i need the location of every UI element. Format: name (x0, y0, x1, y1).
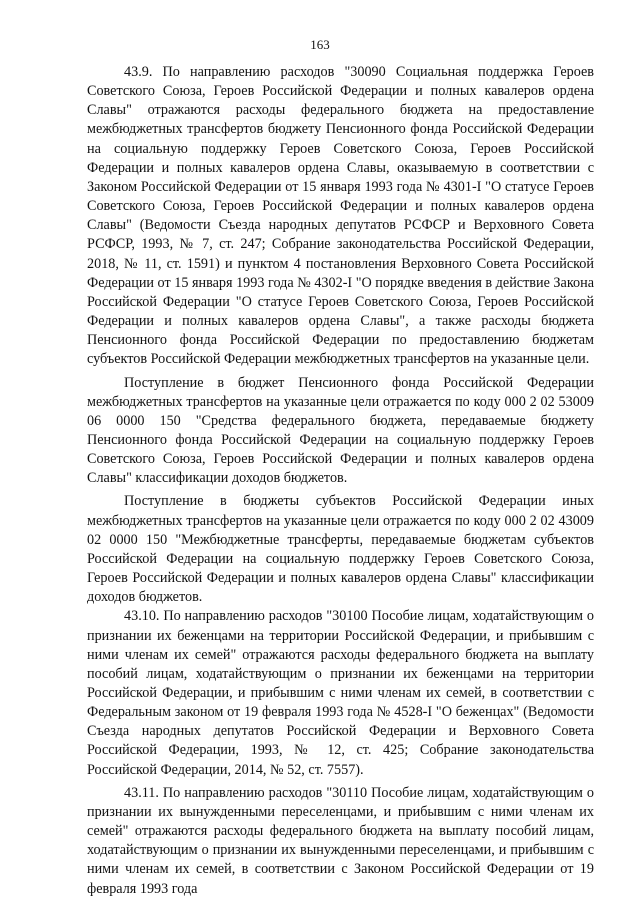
paragraph-43-9: 43.9. По направлению расходов "30090 Социальная поддержка Героев Советского Союза, Героев Российской Федерации и полных кавалеров ордена Славы" отражаются расходы федерального бюджета на предоставление межбюджетных трансфертов бюджету Пенсионного фонда Российской Федерации на социальную поддержку Героев Советского Союза, Героев Российской Федерации и полных кавалеров ордена Славы, оказываемую в соответствии с Законом Российской Федерации от 15 января 1993 года № 4301-I "О статусе Героев Советского Союза, Героев Российской Федерации и полных кавалеров ордена Славы" (Ведомости Съезда народных депутатов РСФСР и Верховного Совета РСФСР, 1993, № 7, ст. 247; Собрание законодательства Российской Федерации, 2018, № 11, ст. 1591) и пунктом 4 постановления Верховного Совета Российской Федерации от 15 января 1993 года № 4302-I "О порядке введения в действие Закона Российской Федерации "О статусе Героев Советского Союза, Героев Российской Федерации и полных кавалеров ордена Славы", а также расходы бюджета Пенсионного фонда Российской Федерации по предоставлению бюджетам субъектов Российской Федерации межбюджетных трансфертов на указанные цели. (87, 64, 594, 368)
paragraph-43-10: 43.10. По направлению расходов "30100 Пособие лицам, ходатайствующим о признании их беженцами на территории Российской Федерации, и прибывшим с ними членам их семей" отражаются расходы федерального бюджета на выплату пособий лицам, ходатайствующим о признании их беженцами на территории Российской Федерации, и прибывшим с ними членам их семей, в соответствии с Федеральным законом от 19 февраля 1993 года № 4528-I "О беженцах" (Ведомости Съезда народных депутатов Российской Федерации и Верховного Совета Российской Федерации, 1993, № 12, ст. 425; Собрание законодательства Российской Федерации, 2014, № 52, ст. 7557). (87, 608, 594, 778)
page-number: 163 (310, 37, 330, 52)
paragraph-43-11: 43.11. По направлению расходов "30110 Пособие лицам, ходатайствующим о признании их вынужденными переселенцами, и прибывшим с ними членам их семей" отражаются расходы федерального бюджета на выплату пособий лицам, ходатайствующим о признании их вынужденными переселенцами, и прибывшим с ними членам их семей, в соответствии с Законом Российской Федерации от 19 февраля 1993 года (87, 784, 594, 897)
paragraph-subjects-receipt: Поступление в бюджеты субъектов Российской Федерации иных межбюджетных трансфертов на указанные цели отражается по коду 000 2 02 43009 02 0000 150 "Межбюджетные трансферты, передаваемые бюджетам субъектов Российской Федерации на социальную поддержку Героев Советского Союза, Героев Российской Федерации и полных кавалеров ордена Славы" классификации доходов бюджетов. (87, 493, 594, 606)
paragraph-pfr-receipt: Поступление в бюджет Пенсионного фонда Российской Федерации межбюджетных трансфертов на указанные цели отражается по коду 000 2 02 53009 06 0000 150 "Средства федерального бюджета, передаваемые бюджету Пенсионного фонда Российской Федерации на социальную поддержку Героев Советского Союза, Героев Российской Федерации и полных кавалеров ордена Славы" классификации доходов бюджетов. (87, 374, 594, 487)
document-body (87, 63, 594, 899)
